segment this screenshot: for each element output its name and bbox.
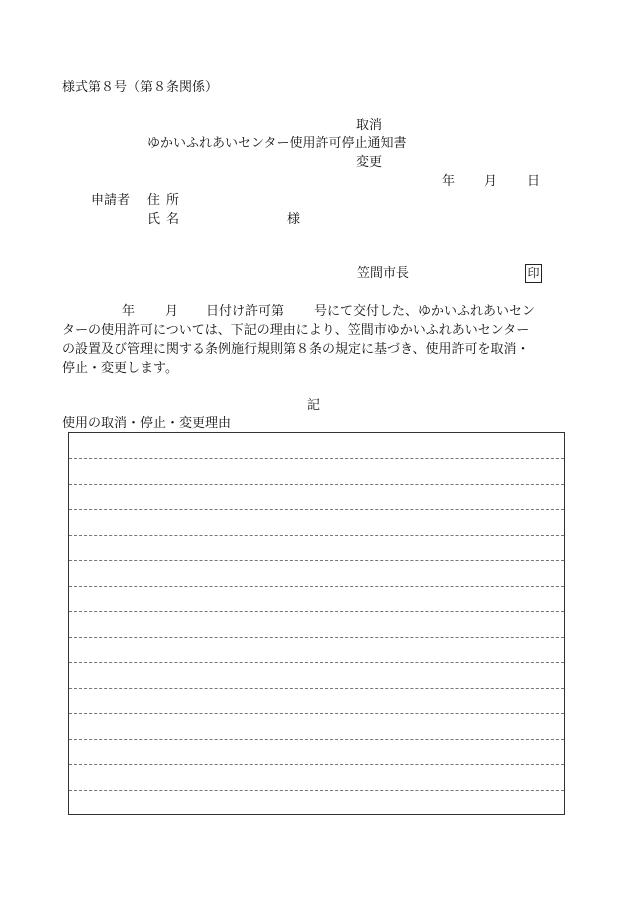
body-line-4: 停止・変更します。	[62, 361, 178, 376]
writing-line	[69, 509, 564, 510]
title-option-cancel: 取消	[356, 118, 383, 133]
body-month: 月	[165, 304, 179, 319]
writing-line	[69, 688, 564, 689]
applicant-label: 申請者	[91, 193, 131, 208]
body-line-3: の設置及び管理に関する条例施行規則第８条の規定に基づき、使用許可を取消・	[62, 342, 530, 357]
date-month-label: 月	[484, 174, 498, 189]
notice-body	[62, 302, 572, 378]
ki-heading: 記	[307, 398, 321, 413]
writing-line	[69, 637, 564, 638]
title-option-change: 変更	[356, 155, 383, 170]
date-year-label: 年	[442, 174, 456, 189]
honorific-sama: 様	[287, 212, 301, 227]
address-label: 住所	[147, 193, 186, 208]
body-line1-rest: 号にて交付した、ゆかいふれあいセン	[314, 304, 536, 319]
form-number: 様式第８号（第８条関係）	[62, 80, 219, 95]
body-day-permit: 日付け許可第	[206, 304, 285, 319]
reason-label: 使用の取消・停止・変更理由	[62, 416, 232, 431]
writing-line	[69, 662, 564, 663]
writing-line	[69, 611, 564, 612]
writing-line	[69, 790, 564, 791]
writing-line	[69, 713, 564, 714]
body-line-2: ターの使用許可については、下記の理由により、笠間市ゆかいふれあいセンター	[62, 323, 530, 338]
seal-box: 印	[525, 264, 542, 283]
writing-line	[69, 458, 564, 459]
writing-line	[69, 484, 564, 485]
writing-line	[69, 764, 564, 765]
document-title: ゆかいふれあいセンター使用許可停止通知書	[147, 136, 407, 151]
date-day-label: 日	[527, 174, 541, 189]
name-label: 氏名	[147, 212, 186, 227]
writing-line	[69, 560, 564, 561]
reason-writing-box[interactable]	[68, 432, 565, 815]
writing-line	[69, 535, 564, 536]
writing-line	[69, 586, 564, 587]
body-line-1	[62, 302, 572, 321]
issuer-title: 笠間市長	[357, 266, 410, 281]
body-year: 年	[122, 304, 136, 319]
writing-line	[69, 739, 564, 740]
